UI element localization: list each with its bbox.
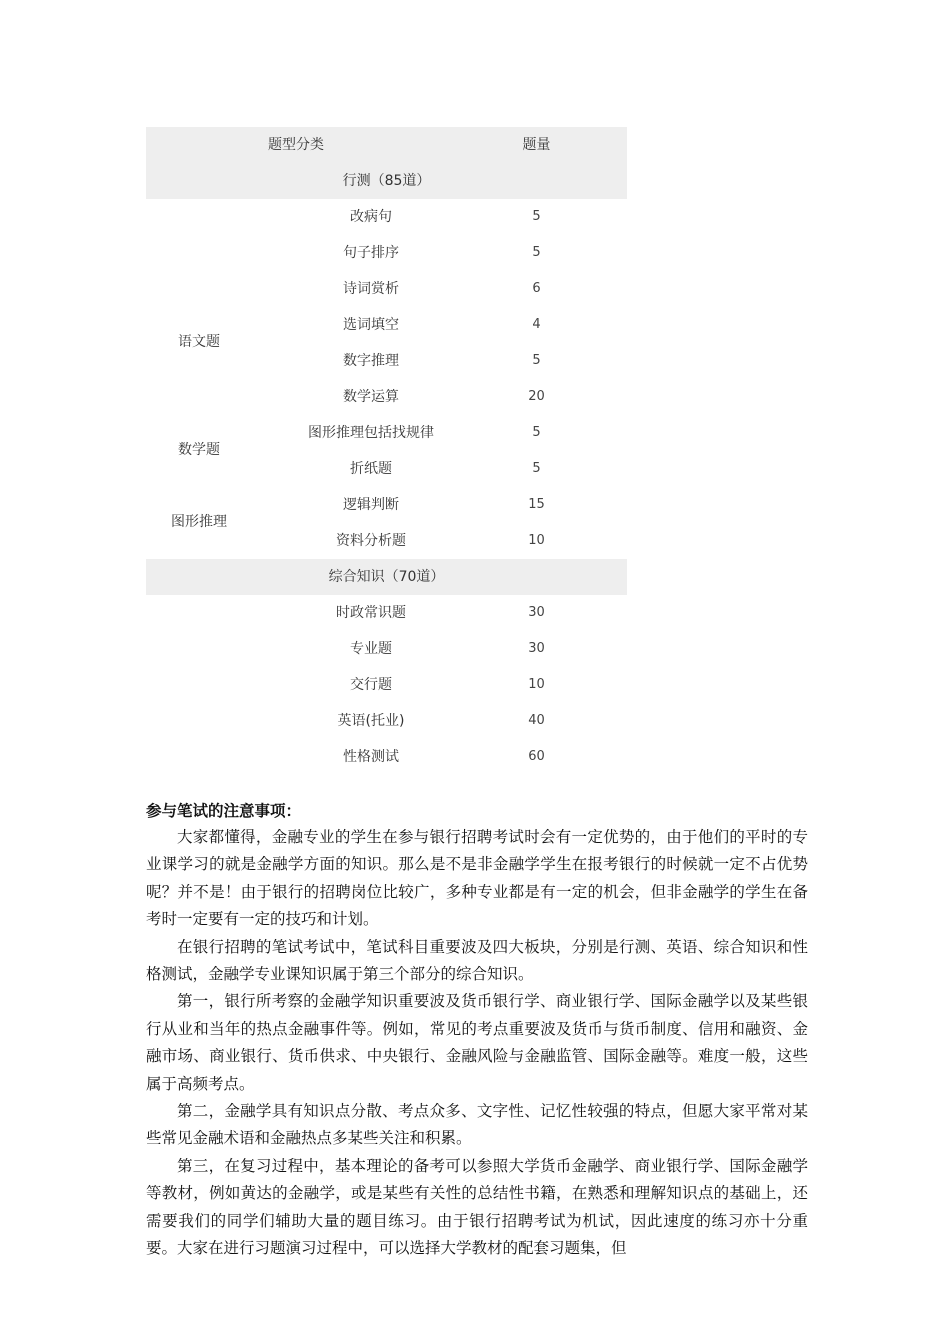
table-row [146, 739, 627, 775]
table-row [146, 523, 627, 559]
paragraph: 大家都懂得，金融专业的学生在参与银行招聘考试时会有一定优势的，由于他们的平时的专业课学习的就是金融学方面的知识。那么是不是非金融学学生在报考银行的时候就一定不占优势呢？并不是！由于银行的招聘岗位比较广，多种专业都是有一定的机会，但非金融学的学生在备考时一定要有一定的技巧和计划。 [146, 828, 808, 929]
table-row [146, 235, 627, 271]
table-row [146, 487, 627, 523]
item-count: 5 [532, 425, 541, 440]
notes-section [146, 798, 808, 1263]
paragraph: 第二，金融学具有知识点分散、考点众多、文字性、记忆性较强的特点，但愿大家平常对某些常见金融术语和金融热点多某些关注和积累。 [146, 1102, 808, 1148]
section1-body [146, 199, 627, 559]
item-count: 10 [528, 677, 545, 692]
item-count: 30 [528, 605, 545, 620]
item-count: 5 [532, 245, 541, 260]
header-type: 题型分类 [268, 137, 324, 153]
paragraph: 第一，银行所考察的金融学知识重要波及货币银行学、商业银行学、国际金融学以及某些银行从业和当年的热点金融事件等。例如，常见的考点重要波及货币与货币制度、信用和融资、金融市场、商业银行、货币供求、中央银行、金融风险与金融监管、国际金融等。难度一般，这些属于高频考点。 [146, 992, 808, 1093]
item-name: 英语(托业) [337, 713, 405, 729]
item-name: 数字推理 [343, 353, 399, 369]
item-name: 图形推理包括找规律 [308, 425, 434, 441]
table-row [146, 631, 627, 667]
section-label: 行测（85道） [342, 173, 431, 189]
item-name: 诗词赏析 [343, 281, 399, 297]
item-name: 折纸题 [350, 461, 392, 477]
table-header-row [146, 127, 627, 163]
header-count: 题量 [522, 137, 551, 153]
table-row [146, 667, 627, 703]
table-row [146, 199, 627, 235]
section-label: 综合知识（70道） [328, 569, 445, 585]
item-name: 逻辑判断 [343, 497, 399, 513]
item-name: 专业题 [350, 641, 392, 657]
notes-heading: 参与笔试的注意事项： [146, 802, 302, 820]
item-count: 20 [528, 389, 545, 404]
paragraph: 在银行招聘的笔试考试中，笔试科目重要波及四大板块，分别是行测、英语、综合知识和性格测试，金融学专业课知识属于第三个部分的综合知识。 [146, 937, 808, 984]
section-row-xingce [146, 163, 627, 199]
item-count: 10 [528, 533, 545, 548]
table-row [146, 703, 627, 739]
item-count: 6 [532, 281, 541, 296]
table-row [146, 343, 627, 379]
item-count: 40 [528, 713, 545, 728]
item-count: 5 [532, 461, 541, 476]
paragraph: 第三，在复习过程中，基本理论的备考可以参照大学货币金融学、商业银行学、国际金融学等教材，例如黄达的金融学，或是某些有关性的总结性书籍，在熟悉和理解知识点的基础上，还需要我们的同学们辅助大量的题目练习。由于银行招聘考试为机试，因此速度的练习亦十分重要。大家在进行习题演习过程中，可以选择大学教材的配套习题集，但 [146, 1156, 808, 1258]
item-count: 4 [532, 317, 541, 332]
table-row [146, 271, 627, 307]
item-name: 数学运算 [343, 389, 399, 405]
item-name: 资料分析题 [336, 533, 406, 549]
section-row-zonghe [146, 559, 627, 595]
item-count: 60 [528, 749, 545, 764]
table-row [146, 307, 627, 343]
item-name: 性格测试 [343, 749, 399, 765]
category-label: 语文题 [178, 334, 220, 350]
table-row [146, 379, 627, 415]
item-name: 交行题 [350, 677, 392, 693]
item-count: 5 [532, 353, 541, 368]
table-row [146, 451, 627, 487]
category-label: 数学题 [178, 442, 220, 458]
table-row [146, 415, 627, 451]
item-count: 30 [528, 641, 545, 656]
item-count: 15 [528, 497, 545, 512]
item-name: 句子排序 [343, 245, 399, 261]
item-name: 改病句 [350, 209, 392, 225]
table-row [146, 595, 627, 631]
item-name: 时政常识题 [336, 605, 406, 621]
item-name: 选词填空 [343, 317, 399, 333]
question-type-table [146, 127, 627, 775]
item-count: 5 [532, 209, 541, 224]
category-label: 图形推理 [171, 514, 227, 530]
